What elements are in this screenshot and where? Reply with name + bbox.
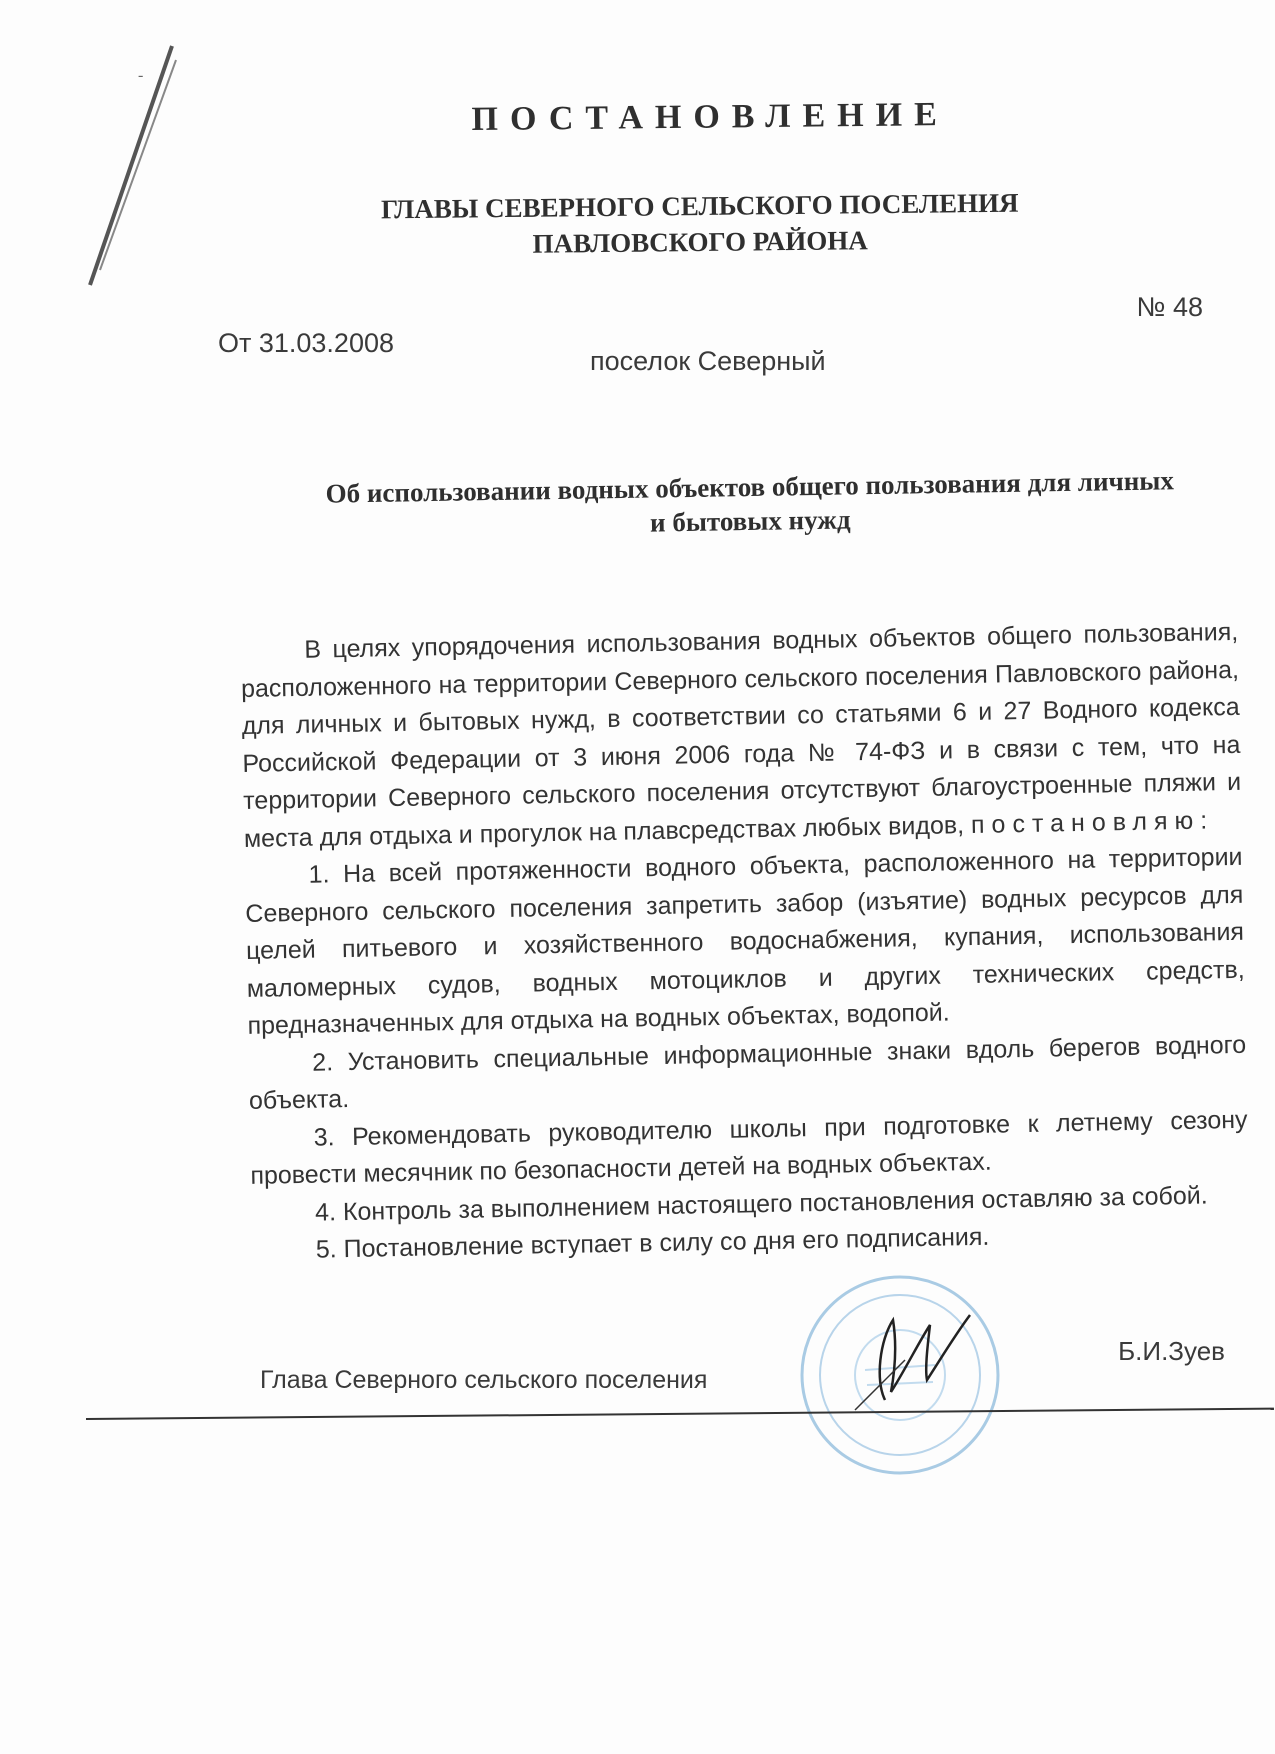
preamble-paragraph [240, 614, 1242, 858]
authority-line-2: ПАВЛОВСКОГО РАЙОНА [532, 225, 868, 259]
svg-text:-: - [138, 67, 144, 84]
bottom-rule [86, 1408, 1274, 1420]
document-number: № 48 [1136, 292, 1203, 322]
handwritten-signature [845, 1300, 975, 1420]
scan-edge-mark [60, 40, 180, 320]
preamble-text: В целях упорядочения использования водных объектов общего пользования, расположенного на территории Северного сельского поселения Павловского района, для личных и бытовых нужд, в соответствии со статьями 6 и 27 Водного кодекса Российской Федерации от 3 июня 2006 года № 74-ФЗ и в связи с тем, что на территории Северного сельского поселения отсутствуют благоустроенные пляжи и места для отдыха и прогулок на плавсредствах любых видов, [240, 617, 1242, 853]
decree-item-2: 2. Установить специальные информационные знаки вдоль берегов водного объекта. [248, 1030, 1247, 1115]
subject-line-1: Об использовании водных объектов общего пользования для личных [325, 465, 1175, 509]
decree-item-1: 1. На всей протяженности водного объекта, расположенного на территории Северного сельского поселения запретить забор (изъятие) водных ресурсов для целей питьевого и хозяйственного водоснабжения, купания, использования маломерных судов, водных мотоциклов и других технических средств, предназначенных для отдыха на водных объектах, водопой. [245, 842, 1245, 1040]
decree-item-4: 4. Контроль за выполнением настоящего постановления оставляю за собой. [314, 1181, 1208, 1227]
authority-line-1: ГЛАВЫ СЕВЕРНОГО СЕЛЬСКОГО ПОСЕЛЕНИЯ [380, 187, 1019, 225]
decree-item-5: 5. Постановление вступает в силу со дня его подписания. [315, 1222, 990, 1264]
document-place: поселок Северный [590, 346, 826, 376]
decree-item-3: 3. Рекомендовать руководителю школы при подготовке к летнему сезону провести месячник по безопасности детей на водных объектах. [250, 1105, 1248, 1190]
document-body [240, 614, 1250, 1271]
document-subject [270, 462, 1231, 545]
issuing-authority [250, 183, 1151, 264]
subject-line-2: и бытовых нужд [649, 504, 851, 538]
document-date: От 31.03.2008 [218, 328, 395, 358]
decree-word: постановляю: [970, 805, 1215, 839]
signatory-title: Глава Северного сельского поселения [260, 1366, 708, 1394]
signatory-name: Б.И.Зуев [1118, 1336, 1225, 1366]
document-title: ПОСТАНОВЛЕНИЕ [471, 96, 949, 139]
